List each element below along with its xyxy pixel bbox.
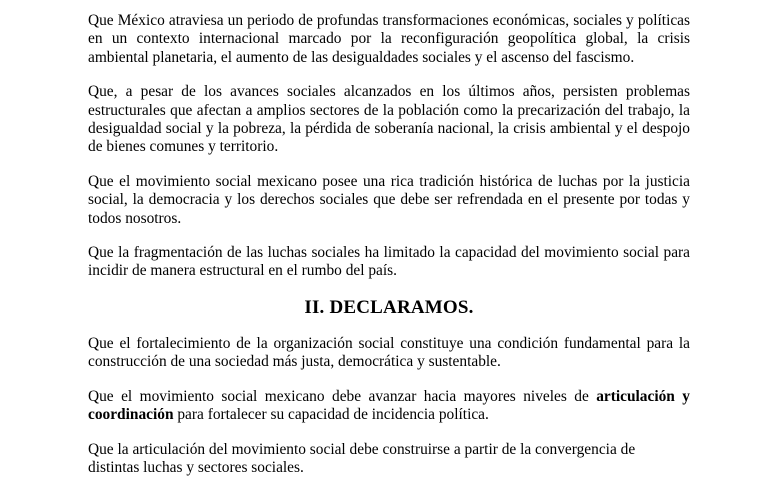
document-page [88, 12, 690, 493]
paragraph-historic-tradition: Que el movimiento social mexicano posee una rica tradición histórica de luchas por la justicia social, la democracia y los derechos sociales que debe ser refrendada en el presente por todas y todos nosotros. [88, 172, 690, 227]
paragraph-text-after: para fortalecer su capacidad de incidencia política. [173, 406, 489, 424]
paragraph-text-before: Que el movimiento social mexicano debe avanzar hacia mayores niveles de [88, 387, 597, 405]
paragraph-social-organization: Que el fortalecimiento de la organización social constituye una condición fundamental para la construcción de una sociedad más justa, democrática y sustentable. [88, 334, 690, 371]
paragraph-structural-problems: Que, a pesar de los avances sociales alcanzados en los últimos años, persisten problemas estructurales que afectan a amplios sectores de la población como la precarización del trabajo, la desigualdad social y la pobreza, la pérdida de soberanía nacional, la crisis ambiental y el despojo de bienes comunes y territorio. [88, 83, 690, 156]
paragraph-articulation-coordination [88, 388, 690, 425]
section-heading-declaramos: II. DECLARAMOS. [304, 296, 474, 318]
paragraph-convergence: Que la articulación del movimiento social debe construirse a partir de la convergencia de distintas luchas y sectores sociales. [88, 440, 636, 476]
paragraph-fragmentation: Que la fragmentación de las luchas sociales ha limitado la capacidad del movimiento social para incidir de manera estructural en el rumbo del país. [88, 244, 690, 280]
bold-emphasis: articulación y coordinación [88, 387, 690, 424]
paragraph-mexico-transformations: Que México atraviesa un periodo de profundas transformaciones económicas, sociales y políticas en un contexto internacional marcado por la reconfiguración geopolítica global, la crisis ambiental planetaria, el aumento de las desigualdades sociales y el ascenso del fascismo. [88, 12, 690, 66]
